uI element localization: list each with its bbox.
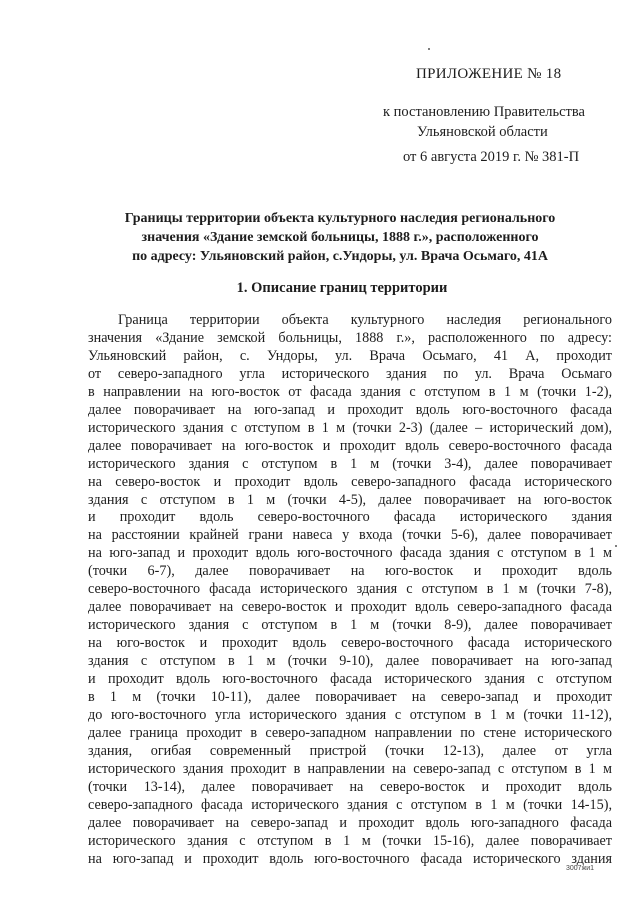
body-text-line: далее поворачивает на северо-восток и проходит вдоль северо-западного фасада xyxy=(88,599,612,616)
body-text-line: (точки 6-7), далее поворачивает на юго-восток и проходит вдоль xyxy=(88,563,612,580)
decree-date-number: от 6 августа 2019 г. № 381-П xyxy=(403,149,580,165)
decree-reference-line1: к постановлению Правительства xyxy=(383,104,585,120)
body-text-line: северо-восточного фасада исторического здания с отступом в 1 м (точки 7-8), xyxy=(88,581,612,598)
body-text-line: на расстоянии крайней грани навеса у входа (точки 5-6), далее поворачивает xyxy=(88,527,612,544)
document-title-line: по адресу: Ульяновский район, с.Ундоры, ул. Врача Осьмаго, 41А xyxy=(132,249,548,264)
document-title xyxy=(80,209,600,266)
body-text-line: значения «Здание земской больницы, 1888 г.», расположенного по адресу: xyxy=(88,329,612,346)
body-text-line: далее поворачивает на северо-запад и проходит вдоль юго-западного фасада xyxy=(88,814,612,831)
footer-document-code: 3007жи1 xyxy=(566,865,595,872)
body-text-line: здания с отступом в 1 м (точки 9-10), далее поворачивает на юго-запад xyxy=(88,653,612,670)
section-heading: 1. Описание границ территории xyxy=(236,280,448,296)
document-title-line: Границы территории объекта культурного наследия регионального xyxy=(124,211,556,226)
body-text-line: далее граница проходит в северо-западном направлении по стене исторического xyxy=(88,724,612,741)
section-body-text xyxy=(88,312,612,869)
body-text-line: исторического здания с отступом в 1 м (точки 8-9), далее поворачивает xyxy=(88,617,612,634)
body-text-line: на северо-восток и проходит вдоль северо-западного фасада исторического xyxy=(88,473,612,490)
scan-speck xyxy=(428,48,430,50)
body-text-line: исторического здания с отступом в 1 м (точки 2-3) (далее – исторический дом), xyxy=(88,419,612,436)
body-text-line: до юго-восточного угла исторического здания с отступом в 1 м (точки 11-12), xyxy=(88,706,612,723)
body-text-line: от северо-западного угла исторического здания по ул. Врача Осьмаго xyxy=(88,365,612,382)
body-text-line: и проходит вдоль юго-восточного фасада исторического здания с отступом xyxy=(88,671,612,688)
body-text-line: здания с отступом в 1 м (точки 4-5), далее поворачивает на юго-восток xyxy=(88,491,612,508)
body-text-line: Граница территории объекта культурного наследия регионального xyxy=(118,312,612,328)
body-text-line: на юго-запад и проходит вдоль юго-восточного фасада здания с отступом в 1 м xyxy=(88,545,612,562)
body-text-line: здания, огибая современный пристрой (точки 12-13), далее от угла xyxy=(88,742,612,759)
body-text-line: исторического здания проходит в направлении на северо-запад с отступом в 1 м xyxy=(88,760,612,777)
body-text-line: далее поворачивает на юго-запад и проходит вдоль юго-восточного фасада xyxy=(88,401,612,418)
body-text-line: на юго-восток и проходит вдоль северо-восточного фасада исторического xyxy=(88,635,612,652)
body-text-line: Ульяновский район, с. Ундоры, ул. Врача Осьмаго, 41 А, проходит xyxy=(88,347,612,364)
body-text-line: исторического здания с отступом в 1 м (точки 15-16), далее поворачивает xyxy=(88,832,612,849)
body-text-line: (точки 13-14), далее поворачивает на северо-восток и проходит вдоль xyxy=(88,778,612,795)
scan-speck xyxy=(615,545,617,547)
decree-reference-line2: Ульяновской области xyxy=(417,124,548,140)
body-text-line: далее поворачивает на юго-восток и проходит вдоль северо-восточного фасада xyxy=(88,437,612,454)
body-text-line: в 1 м (точки 10-11), далее поворачивает на северо-запад и проходит xyxy=(88,689,612,706)
body-text-line: исторического здания с отступом в 1 м (точки 3-4), далее поворачивает xyxy=(88,455,612,472)
body-text-line: на юго-запад и проходит вдоль юго-восточного фасада исторического здания xyxy=(88,850,612,867)
document-title-line: значения «Здание земской больницы, 1888 г.», расположенного xyxy=(141,230,539,245)
body-text-line: в направлении на юго-восток от фасада здания с отступом в 1 м (точки 1-2), xyxy=(88,383,612,400)
body-text-line: и проходит вдоль северо-восточного фасада исторического здания xyxy=(88,509,612,526)
annex-title: ПРИЛОЖЕНИЕ № 18 xyxy=(416,66,562,82)
body-text-line: северо-западного фасада исторического здания с отступом в 1 м (точки 14-15), xyxy=(88,796,612,813)
